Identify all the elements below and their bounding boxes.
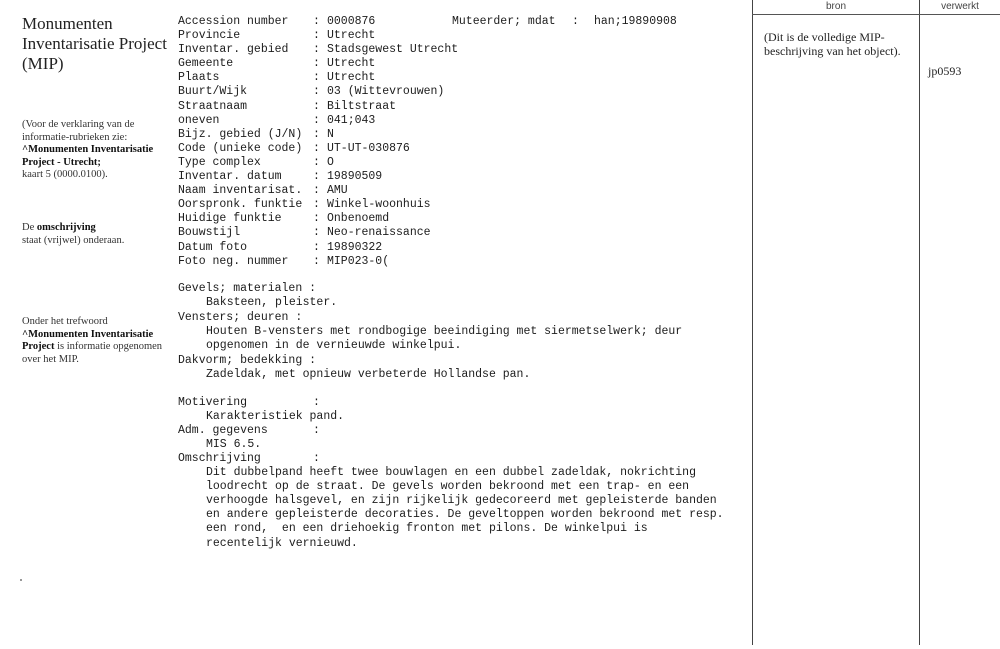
vensters-line: opgenomen in de vernieuwde winkelpui. — [206, 339, 462, 353]
table-header-rule — [752, 14, 1000, 15]
omschrijving-line: een rond, en een driehoekig fronton met pilons. De winkelpui is — [206, 522, 648, 536]
page-title: Monumenten Inventarisatie Project (MIP) — [22, 14, 167, 73]
field-extra-label: Muteerder; mdat — [452, 15, 556, 28]
field-separator: : — [313, 212, 320, 226]
field-label: Datum foto — [178, 240, 248, 254]
gevels-label: Gevels; materialen : — [178, 282, 317, 295]
note-verklaring — [22, 119, 167, 182]
field-value: Stadsgewest Utrecht — [327, 43, 459, 57]
field-value: Utrecht — [327, 29, 376, 43]
section-vensters — [178, 311, 753, 353]
field-label: Provincie — [178, 29, 241, 43]
field-separator: : — [313, 141, 320, 155]
field-value: O — [327, 155, 334, 169]
field-row — [178, 128, 753, 142]
field-value: Utrecht — [327, 71, 376, 85]
field-row — [178, 212, 753, 226]
field-row — [178, 226, 753, 240]
adm-sep: : — [313, 424, 320, 437]
field-separator: : — [313, 254, 320, 268]
adm-head — [178, 424, 753, 438]
omschrijving-sep: : — [313, 452, 320, 465]
field-row — [178, 29, 753, 43]
record-fields — [178, 15, 753, 269]
field-value: 03 (Wittevrouwen) — [327, 85, 445, 99]
vensters-line: Houten B-vensters met rondbogige beeindiging met siermetselwerk; deur — [206, 325, 683, 339]
field-label: Bouwstijl — [178, 226, 241, 240]
field-row — [178, 114, 753, 128]
field-value: Onbenoemd — [327, 212, 390, 226]
omschrijving-line: recentelijk vernieuwd. — [206, 536, 358, 550]
motivering-value: Karakteristiek pand. — [206, 410, 345, 424]
field-separator: : — [313, 57, 320, 71]
field-label: Buurt/Wijk — [178, 85, 248, 99]
field-row — [178, 85, 753, 99]
omschrijving-line: verhoogde halsgevel, en zijn rijkelijk gedecoreerd met gepleisterde banden — [206, 494, 717, 508]
dakvorm-label: Dakvorm; bedekking : — [178, 354, 317, 367]
note-trefwoord-link[interactable]: ^Monumenten Inventarisatie Project — [22, 328, 154, 352]
field-separator: : — [313, 43, 320, 57]
field-separator: : — [313, 15, 320, 28]
field-separator: : — [313, 71, 320, 85]
note-verklaring-link[interactable]: ^Monumenten Inventarisatie Project - Utrecht; — [22, 144, 154, 168]
field-label: Inventar. gebied — [178, 43, 289, 57]
field-row — [178, 184, 753, 198]
field-value: MIP023-0( — [327, 254, 390, 268]
field-label: Inventar. datum — [178, 170, 282, 184]
field-value: Biltstraat — [327, 99, 397, 113]
dakvorm-value: Zadeldak, met opnieuw verbeterde Hollandse pan. — [206, 368, 531, 382]
adm-value: MIS 6.5. — [206, 438, 262, 452]
column-header-verwerkt: verwerkt — [941, 1, 979, 12]
note-trefwoord-tail: is informatie opgenomen over het MIP. — [22, 341, 163, 365]
note-omschrijving-tail: staat (vrijwel) onderaan. — [22, 234, 125, 246]
field-separator: : — [313, 99, 320, 113]
note-omschrijving-bold: omschrijving — [36, 222, 96, 233]
motivering-sep: : — [313, 396, 320, 409]
field-separator: : — [313, 29, 320, 43]
field-value: Utrecht — [327, 57, 376, 71]
field-label: Naam inventarisat. — [178, 184, 303, 198]
motivering-head — [178, 396, 753, 410]
field-row — [178, 170, 753, 184]
motivering-label: Motivering — [178, 396, 248, 409]
vensters-label: Vensters; deuren : — [178, 311, 303, 324]
note-trefwoord — [22, 316, 167, 366]
field-separator: : — [313, 127, 320, 141]
section-adm — [178, 424, 753, 452]
field-separator: : — [313, 113, 320, 127]
field-extra-value: han;19890908 — [594, 15, 677, 28]
field-value: 19890509 — [327, 170, 383, 184]
field-row — [178, 71, 753, 85]
section-motivering — [178, 396, 753, 424]
column-header-bron: bron — [825, 1, 846, 12]
field-label: Accession number — [178, 15, 289, 28]
field-label: Plaats — [178, 71, 220, 85]
field-value: AMU — [327, 184, 348, 198]
field-value: N — [327, 127, 334, 141]
field-label: Bijz. gebied (J/N) — [178, 127, 303, 141]
field-separator: : — [313, 184, 320, 198]
field-label: Oorspronk. funktie — [178, 198, 303, 212]
omschrijving-line: en andere gepleisterde decoraties. De geveltoppen worden bekroond met resp. — [206, 508, 724, 522]
field-separator: : — [313, 226, 320, 240]
field-extra — [452, 15, 677, 29]
field-row — [178, 100, 753, 114]
field-label: Type complex — [178, 155, 261, 169]
field-row — [178, 255, 753, 269]
note-omschrijving — [22, 222, 167, 247]
field-separator: : — [313, 170, 320, 184]
omschrijving-line: loodrecht op de straat. De gevels worden bekroond met een trap- en een — [206, 480, 690, 494]
adm-label: Adm. gegevens — [178, 424, 268, 437]
field-row — [178, 43, 753, 57]
section-omschrijving — [178, 452, 753, 551]
field-label: Foto neg. nummer — [178, 254, 289, 268]
field-label: Gemeente — [178, 57, 234, 71]
field-extra-separator: : — [572, 15, 579, 28]
verwerkt-cell: jp0593 — [928, 64, 962, 78]
field-separator: : — [313, 155, 320, 169]
field-row — [178, 15, 753, 29]
omschrijving-line: Dit dubbelpand heeft twee bouwlagen en een dubbel zadeldak, nokrichting — [206, 466, 696, 480]
omschrijving-label: Omschrijving — [178, 452, 261, 465]
field-value: 0000876 — [327, 15, 376, 28]
field-value: Winkel-woonhuis — [327, 198, 431, 212]
field-label: oneven — [178, 113, 220, 127]
field-row — [178, 142, 753, 156]
field-label: Huidige funktie — [178, 212, 282, 226]
field-row — [178, 241, 753, 255]
section-dakvorm — [178, 354, 753, 382]
scan-speck — [20, 579, 22, 581]
field-label: Code (unieke code) — [178, 141, 303, 155]
field-value: UT-UT-030876 — [327, 141, 410, 155]
gevels-value: Baksteen, pleister. — [206, 296, 338, 310]
field-row — [178, 198, 753, 212]
note-verklaring-tail: kaart 5 (0000.0100). — [22, 169, 108, 180]
field-row — [178, 156, 753, 170]
section-gevels — [178, 282, 753, 310]
field-value: 19890322 — [327, 240, 383, 254]
field-label: Straatnaam — [178, 99, 248, 113]
bron-cell: (Dit is de volledige MIP-beschrijving van het object). — [764, 30, 901, 58]
table-left-rule — [752, 0, 753, 645]
record-sheet — [178, 15, 753, 550]
table-column-rule — [919, 0, 920, 645]
field-row — [178, 57, 753, 71]
note-omschrijving-pre: De — [22, 222, 35, 233]
field-value: Neo-renaissance — [327, 226, 431, 240]
field-separator: : — [313, 198, 320, 212]
field-value: 041;043 — [327, 113, 376, 127]
field-separator: : — [313, 240, 320, 254]
field-separator: : — [313, 85, 320, 99]
note-verklaring-text: (Voor de verklaring van de informatie-rubrieken zie: — [22, 119, 135, 143]
note-trefwoord-pre: Onder het trefwoord — [22, 316, 108, 327]
omschrijving-head — [178, 452, 753, 466]
